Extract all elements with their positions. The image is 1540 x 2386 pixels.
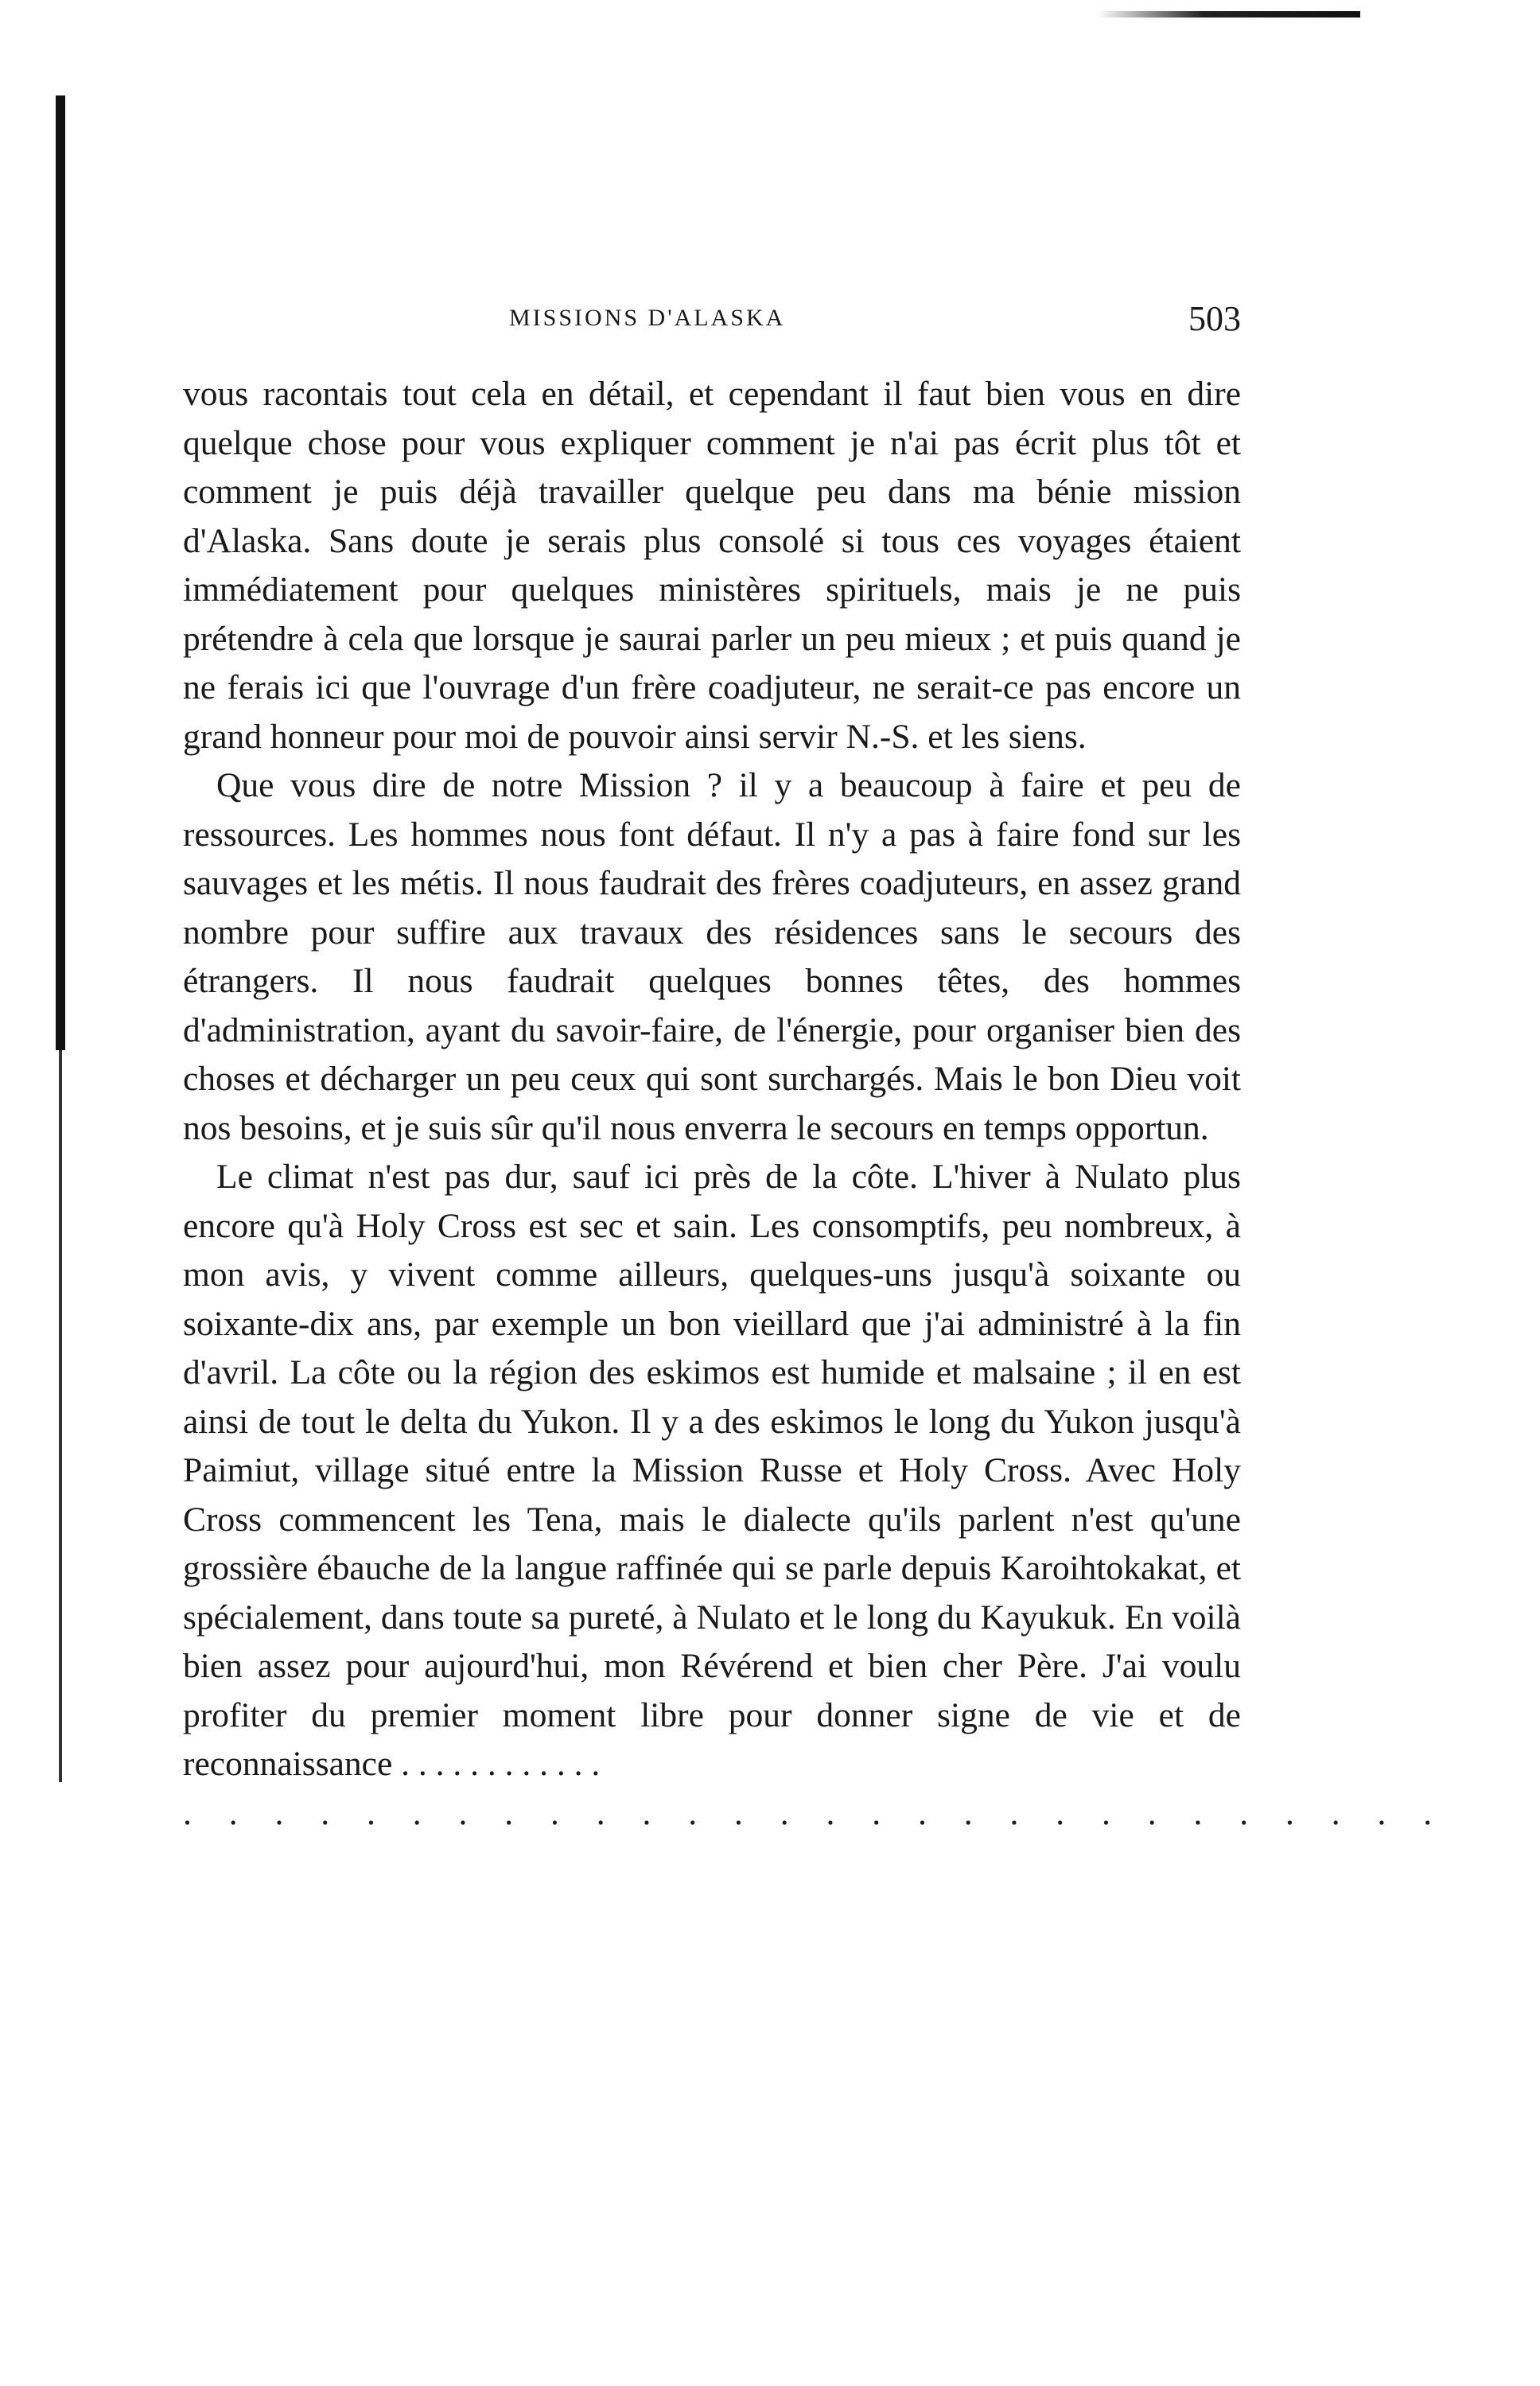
book-page (183, 298, 1447, 1838)
ellipsis-line: . . . . . . . . . . . . . . . . . . . . . . . . . . . . (183, 1793, 1447, 1832)
running-title: MISSIONS D'ALASKA (509, 305, 786, 331)
scan-artifact-left-edge-thin (59, 1050, 62, 1782)
paragraph-2: Que vous dire de notre Mission ? il y a beaucoup à faire et peu de ressources. Les hommes nous font défaut. Il n'y a pas à faire fond sur les sauvages et les métis. Il nous faudrait des frères coadjuteurs, en assez grand nombre pour suffire aux travaux des résidences sans le secours des étrangers. Il nous faudrait quelques bonnes têtes, des hommes d'administration, ayant du savoir-faire, de l'énergie, pour organiser bien des choses et décharger un peu ceux qui sont surchargés. Mais le bon Dieu voit nos besoins, et je suis sûr qu'il nous enverra le secours en temps opportun. (183, 766, 1241, 1147)
paragraph-3: Le climat n'est pas dur, sauf ici près de la côte. L'hiver à Nulato plus encore qu'à Holy Cross est sec et sain. Les consomptifs, peu nombreux, à mon avis, y vivent comme ailleurs, quelques-uns jusqu'à soixante ou soixante-dix ans, par exemple un bon vieillard que j'ai administré à la fin d'avril. La côte ou la région des eskimos est humide et malsaine ; il en est ainsi de tout le delta du Yukon. Il y a des eskimos le long du Yukon jusqu'à Paimiut, village situé entre la Mission Russe et Holy Cross. Avec Holy Cross commencent les Tena, mais le dialecte qu'ils parlent n'est qu'une grossière ébauche de la langue raffinée qui se parle depuis Karoihtokakat, et spécialement, dans toute sa pureté, à Nulato et le long du Kayukuk. En voilà bien assez pour aujourd'hui, mon Révérend et bien cher Père. J'ai voulu profiter du premier moment libre pour donner signe de vie et de reconnaissance . . . . . . . . . . . . (183, 1158, 1241, 1783)
page-number: 503 (1188, 299, 1241, 338)
paragraph-1: vous racontais tout cela en détail, et cependant il faut bien vous en dire quelque chose pour vous expliquer comment je n'ai pas écrit plus tôt et comment je puis déjà travailler quelque peu dans ma bénie mission d'Alaska. Sans doute je serais plus consolé si tous ces voyages étaient immédiatement pour quelques ministères spirituels, mais je ne puis prétendre à cela que lorsque je saurai parler un peu mieux ; et puis quand je ne ferais ici que l'ouvrage d'un frère coadjuteur, ne serait-ce pas encore un grand honneur pour moi de pouvoir ainsi servir N.-S. et les siens. (183, 375, 1241, 756)
scan-artifact-top-line (1098, 11, 1360, 18)
running-head (183, 298, 1241, 354)
scan-artifact-left-edge (56, 95, 65, 1050)
